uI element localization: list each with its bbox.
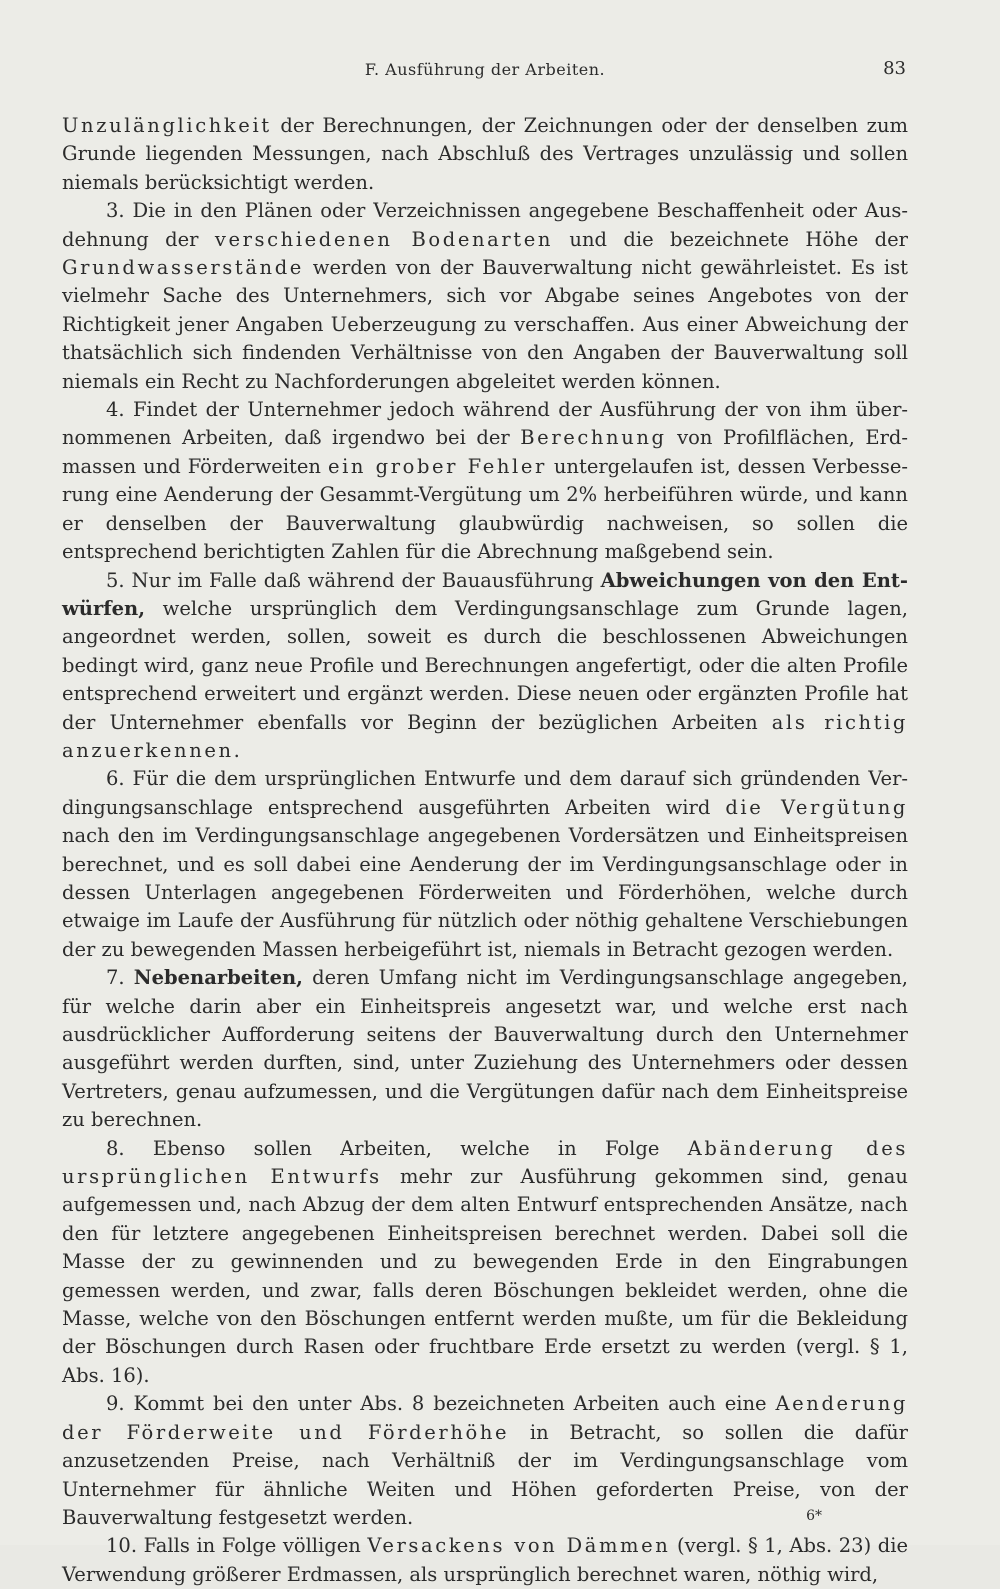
paragraph-8 [62,1135,908,1391]
paragraph-7 [62,964,908,1134]
text-run: 9. Kommt bei den unter Abs. 8 bezeichneten Arbeiten auch eine [106,1392,776,1416]
text-run: 6. Für die dem ursprünglichen Entwurfe und dem darauf sich gründenden Verdingungsanschlage entsprechend ausgeführten Arbeiten wird [62,767,908,819]
paragraph-4 [62,396,908,566]
spaced-emphasis: ein grober Fehler [327,454,547,478]
paragraph-9 [62,1390,908,1532]
text-run: welche ursprünglich dem Verdingungsanschlage zum Grunde lagen, angeordnet werden, sollen, soweit es durch die beschlossenen Abweichungen bedingt wird, ganz neue Profile und Berechnungen angefertigt, oder die alten Profile entsprechend erweitert und ergänzt werden. Diese neuen oder ergänzten Profile hat der Unternehmer ebenfalls vor Beginn der bezüglichen Arbeiten [62,596,908,734]
text-run: deren Umfang nicht im Verdingungsanschlage angegeben, für welche darin aber ein Einheitspreis angesetzt war, und welche erst nach ausdrücklicher Aufforderung seitens der Bauverwaltung durch den Unternehmer ausgeführt werden durften, sind, unter Zuziehung des Unternehmers oder dessen Vertreters, genau aufzumessen, und die Vergütungen dafür nach dem Einheitspreise zu berechnen. [62,966,908,1132]
paragraph-10 [62,1532,908,1589]
text-run: 8. Ebenso sollen Arbeiten, welche in Folge [106,1136,688,1160]
spaced-emphasis: Abänderung des ursprünglichen Entwurfs [62,1136,908,1189]
text-run: (vergl. § 1, Abs. 23) die Verwendung größerer Erdmassen, als ursprünglich berechnet waren, nöthig wird, [62,1534,908,1586]
spaced-emphasis: Grundwasserstände [62,256,304,280]
text-run: nach den im Verdingungsanschlage angegebenen Vordersätzen und Einheitspreisen berechnet, und es soll dabei eine Aenderung der im Verdingungsanschlage oder in dessen Unterlagen angegebenen Förderweiten und Förderhöhen, welche durch etwaige im Laufe der Ausführung für nützlich oder nöthig gehaltene Verschiebungen der zu bewegenden Massen herbeigeführt ist, niemals in Betracht gezogen werden. [62,824,908,961]
text-run: und die bezeichnete Höhe der [553,227,908,251]
bold-emphasis: Abweichungen von den Entwürfen, [62,568,908,620]
running-title: F. Ausführung der Arbeiten. [364,60,606,79]
paragraph-5 [62,567,908,766]
spaced-emphasis: als richtig anzuerkennen. [62,710,908,762]
spaced-emphasis: Berechnung [520,426,667,450]
body-text [62,112,908,1589]
text-run: von Profilflächen, Erdmassen und Förderweiten [62,426,908,478]
spaced-emphasis: die Vergütung [725,795,909,819]
page-header [62,60,908,90]
signature-mark: 6* [806,1508,822,1524]
text-run: 5. Nur im Falle daß während der Bauausführung [106,568,601,592]
spaced-emphasis: Unzulänglichkeit [62,114,272,137]
text-run: 4. Findet der Unternehmer jedoch während der Ausführung der von ihm übernommenen Arbeiten, daß irgendwo bei der [62,398,908,450]
text-run: mehr zur Ausführung gekommen sind, genau aufgemessen und, nach Abzug der dem alten Entwurf entsprechenden Ansätze, nach den für letztere angegebenen Einheitspreisen berechnet werden. Dabei soll die Masse der zu gewinnenden und zu bewegenden Erde in den Eingrabungen gemessen werden, und zwar, falls deren Böschungen bekleidet werden, ohne die Masse, welche von den Böschungen entfernt werden mußte, um für die Bekleidung der Böschungen durch Rasen oder fruchtbare Erde ersetzt zu werden (vergl. § 1, Abs. 16). [62,1165,908,1387]
text-run: 7. [106,966,134,990]
text-run: 10. Falls in Folge völligen [106,1534,368,1558]
paragraph-continuation [62,112,908,197]
text-run: der Berechnungen, der Zeichnungen oder der denselben zum Grunde liegenden Messungen, nach Abschluß des Vertrages unzulässig und sollen niemals berücksichtigt werden. [62,114,908,194]
text-run: in Betracht, so sollen die dafür anzusetzenden Preise, nach Verhältniß der im Verdingungsanschlage vom Unternehmer für ähnliche Weiten und Höhen geforderten Preise, von der Bauverwaltung festgesetzt werden. [62,1420,908,1529]
text-run: 3. Die in den Plänen oder Verzeichnissen angegebene Beschaffenheit oder Ausdehnung der [62,199,908,251]
text-run: werden von der Bauverwaltung nicht gewährleistet. Es ist vielmehr Sache des Unternehmers, sich vor Abgabe seines Angebotes von der Richtigkeit jener Angaben Ueberzeugung zu verschaffen. Aus einer Abweichung der thatsächlich sich findenden Verhältnisse von den Angaben der Bauverwaltung soll niemals ein Recht zu Nachforderungen abgeleitet werden können. [62,256,908,393]
paragraph-3 [62,197,908,396]
spaced-emphasis: verschiedenen Bodenarten [214,227,553,251]
bold-emphasis: Nebenarbeiten, [133,966,303,990]
paragraph-6 [62,765,908,964]
text-run: untergelaufen ist, dessen Verbesserung eine Aenderung der Gesammt-Vergütung um 2% herbeiführen würde, und kann er denselben der Bauverwaltung glaubwürdig nachweisen, so sollen die entsprechend berichtigten Zahlen für die Abrechnung maßgebend sein. [62,454,909,564]
page-number: 83 [883,58,906,79]
spaced-emphasis: Versackens von Dämmen [367,1534,671,1558]
spaced-emphasis: Aenderung der Förderweite und Förderhöhe [62,1392,908,1444]
